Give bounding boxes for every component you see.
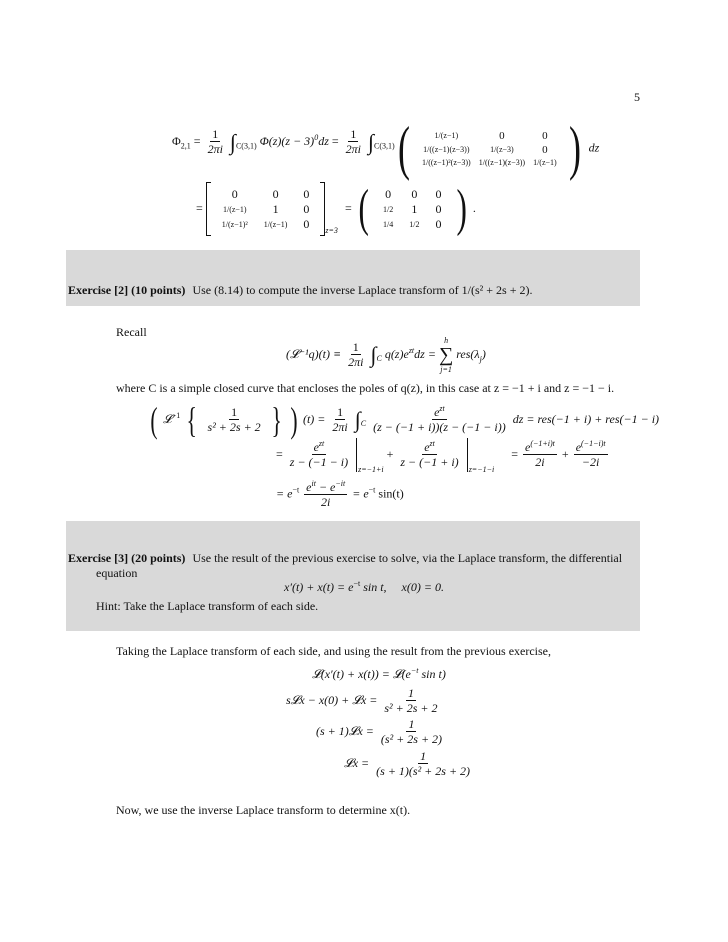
left-paren: ( [358, 180, 369, 237]
integral-sign: ∫ [229, 129, 236, 155]
fraction-1-over-2pi-i: $\frac{1}{2\pi i}$ [345, 127, 361, 157]
left-paren: ( [397, 115, 410, 181]
evaluation-point: z=3 [325, 226, 338, 236]
solution-step-3: (s + 1)𝓛x = $\frac{1}{\text{(s² + 2s + 2)}}$ [316, 717, 443, 747]
phi-matrix-table: 1/(z−1) 0 0 1/((z−1)(z−3)) 1/(z−3) 0 1/((z−1)²(z−3)) 1/((z−1)(z−3)) 1/(z−1) [421, 129, 557, 167]
equals-sign: = [331, 134, 339, 149]
phi-matrix [394, 115, 600, 181]
exercise-2-statement [68, 283, 532, 298]
inverse-laplace-line3: = $e^{-t}$ $\frac{e^{it} - e^{-it}}{2i}$ = $e^{-t}$ sin(t) [276, 479, 404, 510]
equals-sign: = [193, 134, 201, 149]
exercise-3-box [66, 521, 640, 631]
contour-label: C(3,1) [235, 141, 257, 151]
solution-step-2: s𝓛x − x(0) + 𝓛x = $\frac{1}{\text{s² + 2s + 2}}$ [286, 686, 438, 716]
solution-intro: Taking the Laplace transform of each side, and using the result from the previous exercise, [116, 644, 552, 658]
recall-formula: (𝓛⁻¹q)(t) ≡ $\frac{1}{2\pi i}$ $\int_C$ $q(z)e^{zt}dz$ = h ∑ j=1 $res(\lambda_j)$ [286, 336, 486, 374]
exercise-3-text-line2: equation [96, 566, 138, 580]
exercise-2-text: Use (8.14) to compute the inverse Laplace transform of 1/(s² + 2s + 2). [192, 283, 533, 297]
phi-lhs: $\Phi_{2,1}$ [172, 134, 191, 151]
page-number: 5 [634, 90, 640, 104]
b-matrix-table: 0 0 0 1/(z−1) 1 0 1/(z−1)² 1/(z−1) 0 [221, 186, 310, 231]
integrand: $\Phi(z)(z - 3)^0dz$ [259, 133, 329, 149]
exercise-3-hint: Hint: Take the Laplace transform of each side. [96, 599, 319, 613]
c-matrix-table: 0 0 0 1/2 1 0 1/4 1/2 0 [383, 186, 442, 231]
exercise-3-text: Use the result of the previous exercise to solve, via the Laplace transform, the differential [192, 551, 623, 565]
exercise-3-heading: Exercise [3] (20 points) [68, 551, 186, 565]
inverse-laplace-line1: ( 𝓛$^{-1}$ { $\frac{1}{\text{s² + 2s + 2}}$ } ) (t) = $\frac{1}{2\pi i}$ $\int_C$ $\frac{e^{zt}}{(z - (-1 + i))(z - (-1 - i))}$ dz = res(−1 + i) + res(−1 − i) [150, 400, 660, 440]
solution-step-1: 𝓛(x′(t) + $x(t)) = 𝓛(e^{-t}$ sin t) [312, 666, 446, 681]
period: . [472, 200, 476, 215]
integral-sign: ∫ [368, 129, 375, 155]
contour-label: C(3,1) [374, 141, 395, 151]
fraction-1-over-2pi-i: $\frac{1}{2\pi i}$ [207, 127, 223, 157]
final-remark: Now, we use the inverse Laplace transform to determine x(t). [116, 803, 411, 817]
exercise-3-equation: $x'(t) + x(t) = e^{-t}$ sin t, x(0) = 0. [284, 579, 444, 594]
solution-step-4: 𝓛x = $\frac{1}{\text{(s + 1)(s² + 2s + 2)}}$ [344, 749, 471, 779]
recall-label: Recall [116, 325, 147, 339]
right-paren: ) [455, 180, 467, 237]
phi-equation-line2 [196, 182, 476, 236]
exercise-2-heading: Exercise [2] (10 points) [68, 283, 186, 297]
phi-equation-line1 [172, 128, 395, 157]
exercise-3-statement [68, 551, 622, 566]
dz: dz [588, 140, 600, 155]
inverse-laplace-line2: = $\frac{e^{zt}}{z - (-1 - i)}$ $_{z=-1+i}$ + $\frac{e^{zt}}{z - (-1 + i)}$ $_{z=-1-i}$ = $\frac{e^{(-1+i)t}}{2i}$ + $\frac{e^{(-1-i)t}}{-2i}$ [276, 439, 606, 474]
right-paren: ) [568, 115, 581, 181]
equals-sign: = [196, 200, 203, 215]
left-bracket [206, 182, 211, 236]
equals-sign: = [344, 200, 352, 215]
where-text: where C is a simple closed curve that encloses the poles of q(z), in this case at z = −1 + i and z = −1 − i. [116, 381, 615, 395]
